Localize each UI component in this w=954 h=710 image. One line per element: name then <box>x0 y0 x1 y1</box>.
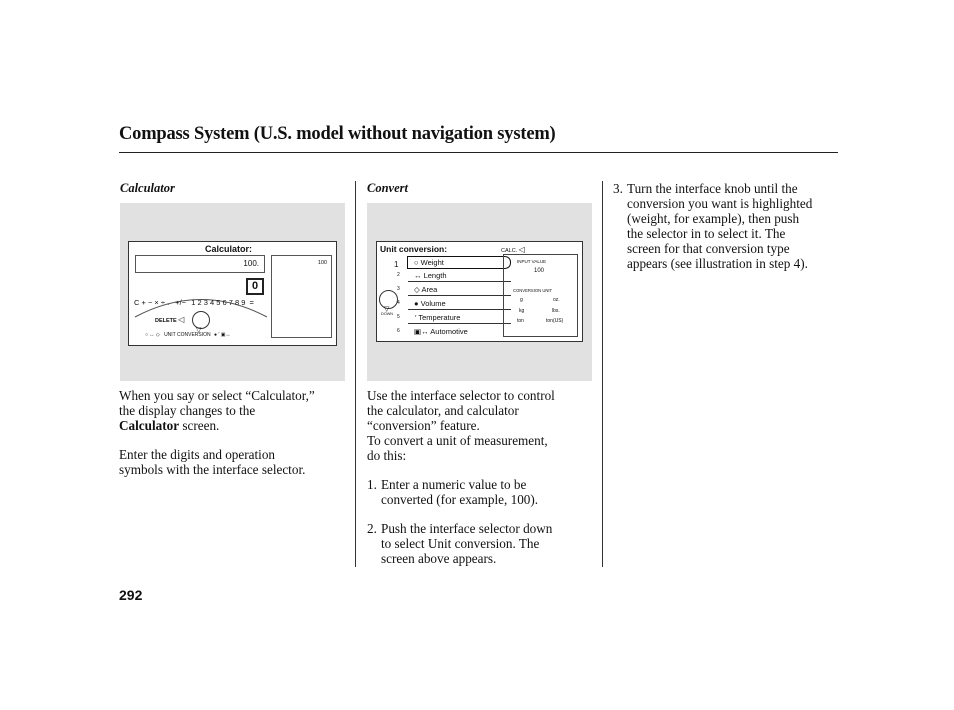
unit-conversion-row[interactable]: ○ ↔ ◇ UNIT CONVERSION ● ′ ▣↔ <box>145 332 231 338</box>
unit-to-ton-us: ton(US) <box>546 318 564 324</box>
menu-item-length[interactable]: 2 ↔ Length <box>408 270 511 282</box>
input-value: 100 <box>534 268 545 274</box>
area-icon: ◇ <box>414 285 420 294</box>
unit-from-ton: ton <box>517 318 524 324</box>
delete-label[interactable]: DELETE ◁ <box>155 315 185 324</box>
calculator-heading: Calculator <box>120 181 175 195</box>
calculator-display-value: 100. <box>243 259 259 268</box>
digit-symbols[interactable]: 1 2 3 4 5 6 7 8 9 <box>191 298 246 307</box>
length-icon: ↔ <box>414 271 422 280</box>
calculator-symbol-row <box>134 298 254 307</box>
down-arrow-icon: ▽ <box>384 306 390 313</box>
menu-item-temperature[interactable]: 5 ′ Temperature <box>408 312 511 324</box>
step-1-text: Enter a numeric value to be converted (for example, 100). <box>381 477 539 507</box>
calculator-figure <box>120 203 345 381</box>
menu-item-volume[interactable]: 4 ● Volume <box>408 298 511 310</box>
page-number: 292 <box>119 587 143 603</box>
equals-symbol[interactable]: = <box>249 298 254 307</box>
calculator-paragraph-1: When you say or select “Calculator,” the display changes to the Calculator screen. <box>119 388 315 433</box>
menu-index-5: 5 <box>397 314 400 320</box>
sign-toggle[interactable]: +/− <box>175 298 187 307</box>
convert-screen-title: Unit conversion: <box>380 244 448 254</box>
calculator-bold-term: Calculator <box>119 418 180 433</box>
calculator-screen <box>128 241 337 346</box>
column-divider-1 <box>355 181 356 567</box>
calc-link[interactable]: CALC. ◁ <box>501 245 525 254</box>
column-divider-2 <box>602 181 603 567</box>
convert-heading: Convert <box>367 181 408 195</box>
temperature-icon: ′ <box>218 332 220 338</box>
menu-index-2: 2 <box>397 272 400 278</box>
menu-item-weight[interactable]: ○ Weight <box>407 256 511 269</box>
current-digit-box[interactable]: 0 <box>246 278 264 295</box>
operator-symbols[interactable]: C + − × ÷ . <box>134 298 170 307</box>
memory-value: 100 <box>317 260 327 266</box>
conversion-unit-label: CONVERSION UNIT <box>513 288 553 293</box>
calculator-screen-title: Calculator: <box>205 244 253 254</box>
area-icon: ◇ <box>155 332 160 338</box>
step-2-number: 2. <box>367 521 377 536</box>
unit-from-kg: kg <box>519 308 525 314</box>
page-title: Compass System (U.S. model without navigation system) <box>119 124 556 144</box>
temperature-icon: ′ <box>415 313 417 322</box>
step-2-text: Push the interface selector down to select Unit conversion. The screen above appears. <box>381 521 553 566</box>
unit-to-oz: oz. <box>553 297 560 303</box>
menu-item-automotive[interactable]: 6 ▣↔ Automotive <box>397 327 468 336</box>
unit-to-lbs: lbs. <box>552 308 560 314</box>
calculator-paragraph-2: Enter the digits and operation symbols with the interface selector. <box>119 447 306 477</box>
title-rule <box>119 152 838 153</box>
weight-icon: ○ <box>145 332 149 338</box>
menu-index-4: 4 <box>397 300 400 306</box>
menu-index-3: 3 <box>397 286 400 292</box>
selected-index: 1 <box>394 260 399 269</box>
conversion-result-panel <box>503 254 578 337</box>
convert-screen <box>376 241 583 342</box>
down-arrow-icon: ▽ <box>196 327 202 334</box>
weight-icon: ○ <box>414 258 419 267</box>
convert-paragraph-1: Use the interface selector to control the calculator, and calculator “conversion” feature. To convert a unit of measurement, do this: <box>367 388 555 463</box>
input-value-label: INPUT VALUE <box>517 259 547 264</box>
convert-figure <box>367 203 592 381</box>
step-1-number: 1. <box>367 477 377 492</box>
length-icon: ↔ <box>149 332 155 338</box>
volume-icon: ● <box>214 332 218 338</box>
calculator-display <box>135 255 265 273</box>
left-arrow-icon: ◁ <box>178 315 185 324</box>
volume-icon: ● <box>414 299 419 308</box>
conversion-menu <box>395 255 505 341</box>
down-label: DOWN <box>381 312 394 316</box>
menu-index-6: 6 <box>397 328 400 334</box>
menu-item-area[interactable]: 3 ◇ Area <box>408 284 511 296</box>
unit-from-g: g <box>520 297 523 303</box>
step-3-text: Turn the interface knob until the conversion you want is highlighted (weight, for example), then push the selector in to select it. The screen for that conversion type appears (see illustration in step 4). <box>627 181 813 271</box>
fuel-icon: ▣↔ <box>414 327 429 336</box>
fuel-icon: ▣↔ <box>220 332 231 338</box>
step-3-number: 3. <box>613 181 623 196</box>
memory-panel <box>271 255 332 338</box>
back-arrow-icon: ◁ <box>518 245 525 254</box>
